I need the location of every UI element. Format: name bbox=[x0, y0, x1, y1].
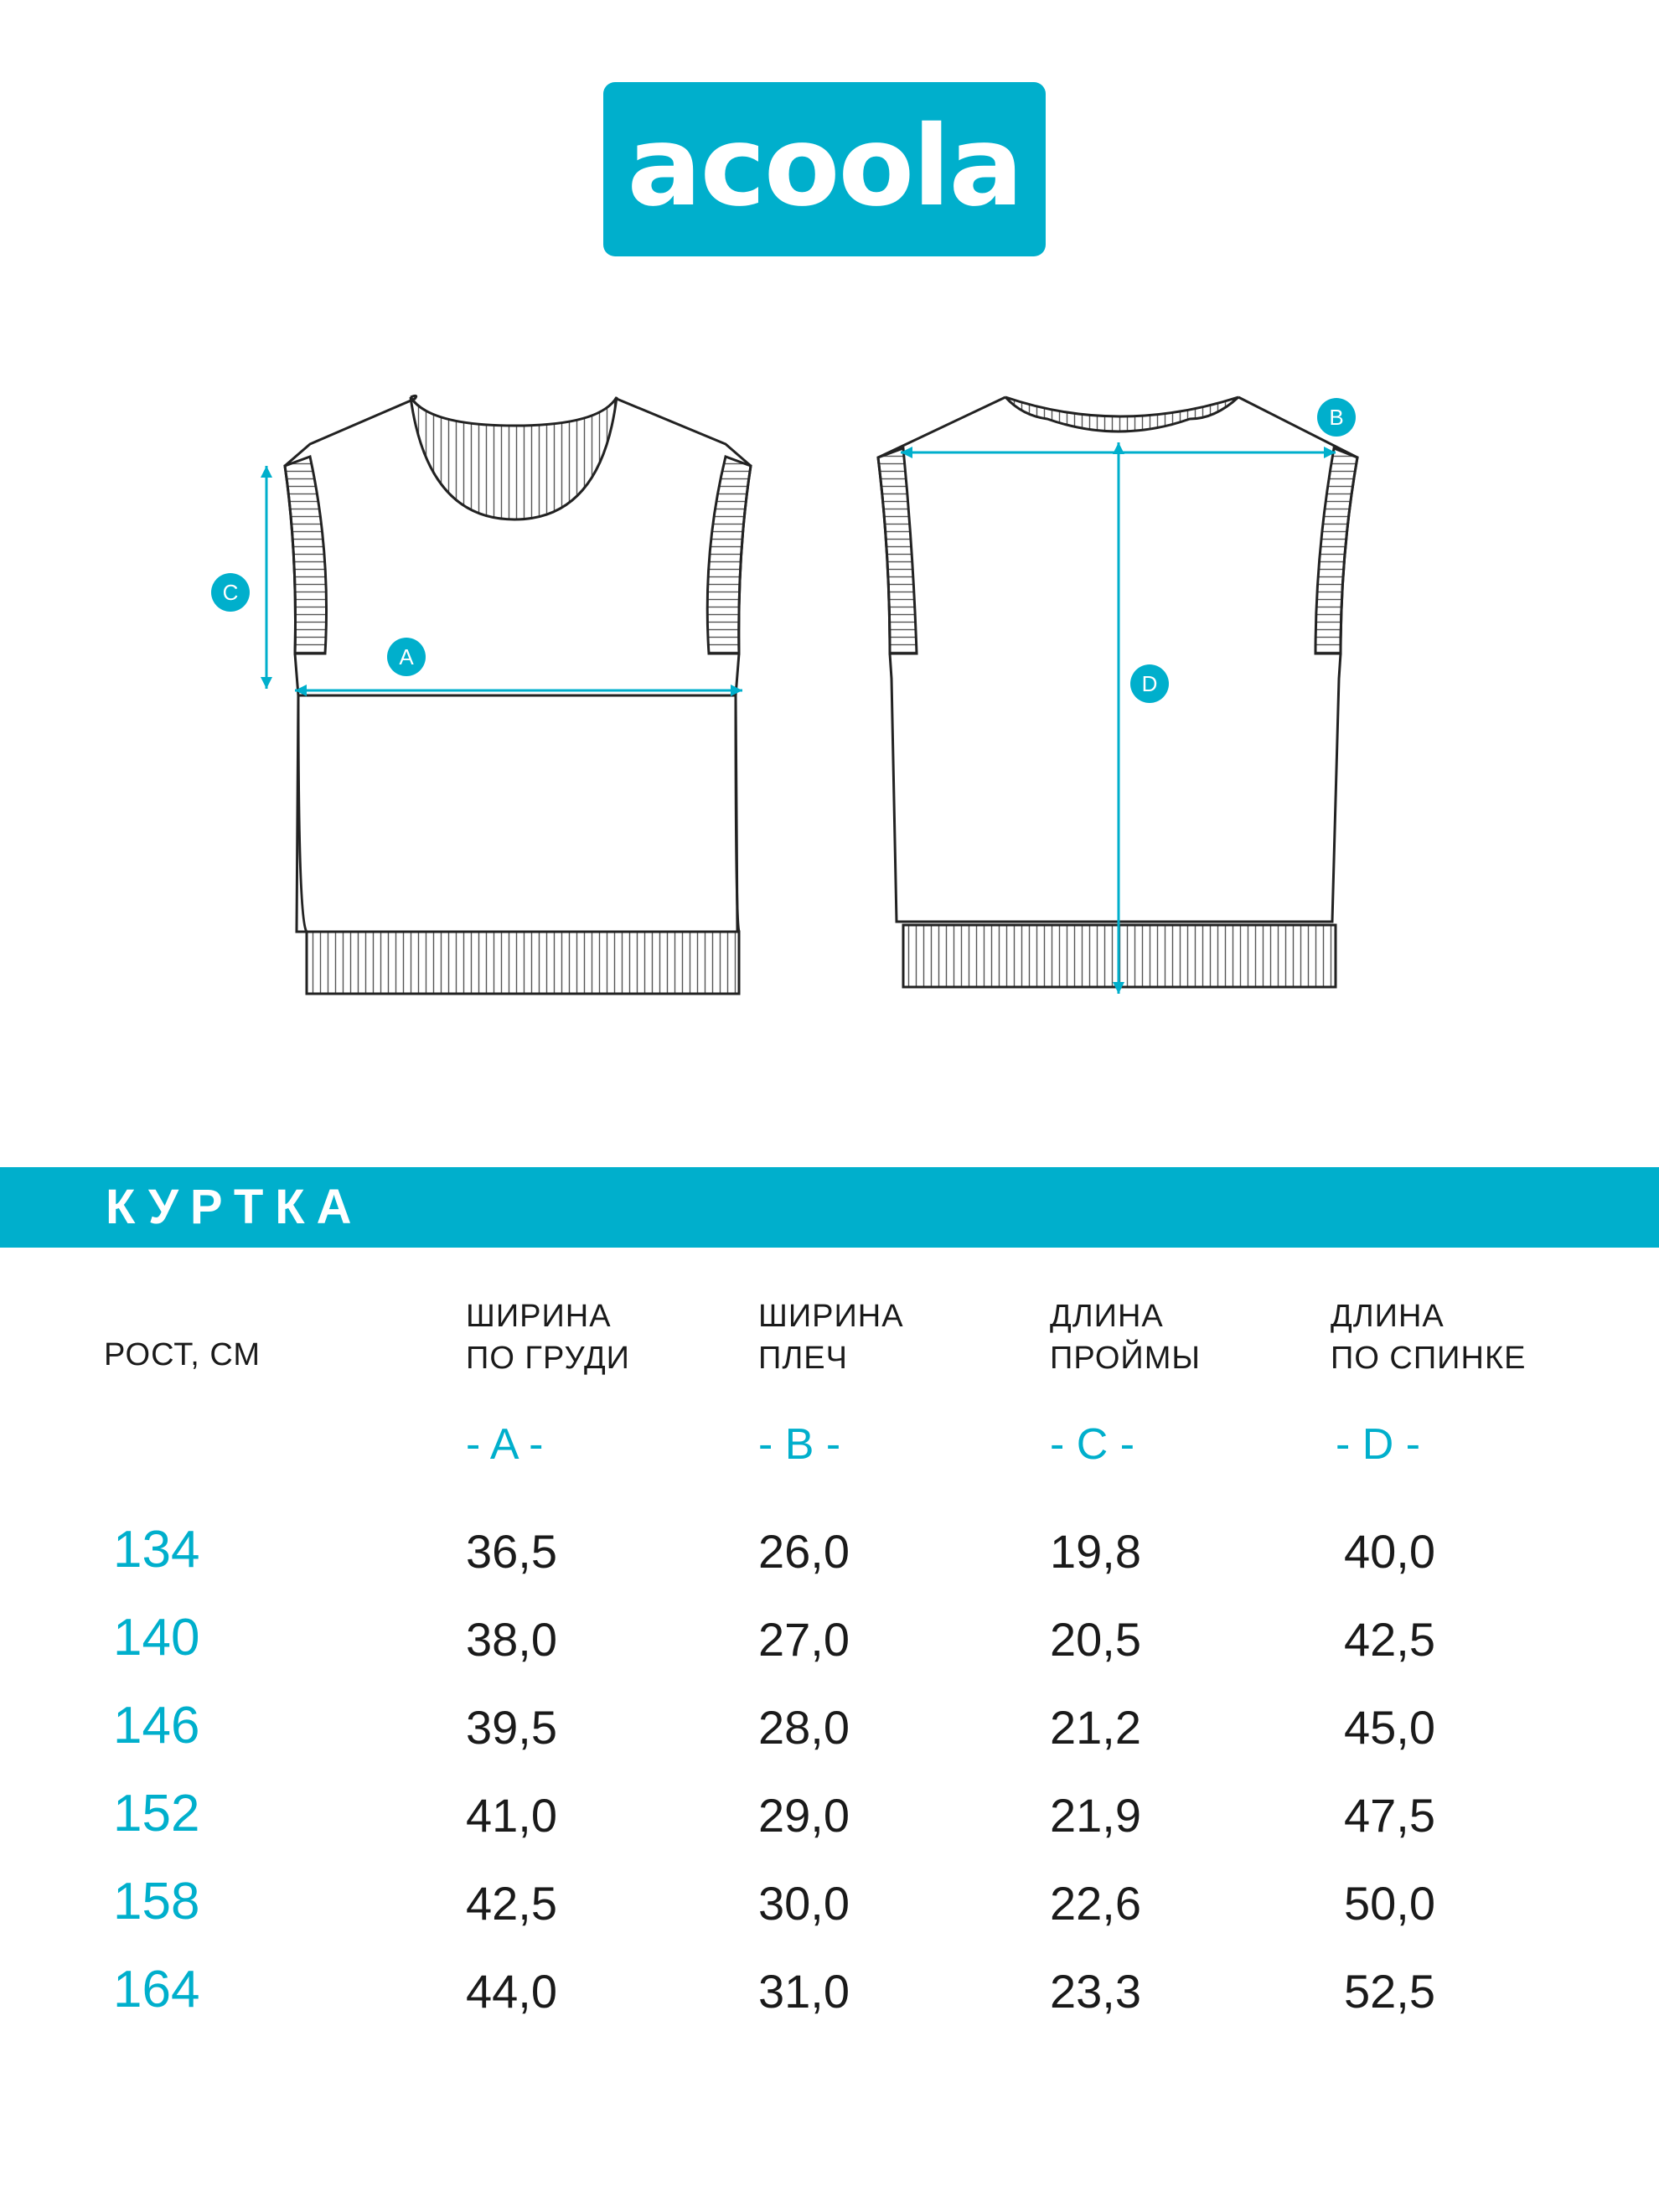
row-value-c: 21,9 bbox=[1050, 1789, 1141, 1842]
row-value-b: 26,0 bbox=[758, 1525, 850, 1578]
column-header-line2: ПРОЙМЫ bbox=[1050, 1341, 1201, 1376]
row-value-a: 39,5 bbox=[466, 1701, 557, 1754]
row-value-d: 47,5 bbox=[1344, 1789, 1435, 1842]
column-letter-c: - C - bbox=[1050, 1420, 1135, 1469]
row-value-a: 44,0 bbox=[466, 1965, 557, 2018]
row-value-b: 30,0 bbox=[758, 1877, 850, 1930]
row-height: 134 bbox=[113, 1521, 200, 1579]
row-value-c: 22,6 bbox=[1050, 1877, 1141, 1930]
column-letter-a: - A - bbox=[466, 1420, 544, 1469]
column-letter-b: - B - bbox=[758, 1420, 841, 1469]
row-value-c: 21,2 bbox=[1050, 1701, 1141, 1754]
row-value-a: 36,5 bbox=[466, 1525, 557, 1578]
column-header-line2: ПО ГРУДИ bbox=[466, 1341, 630, 1376]
front-view bbox=[285, 395, 751, 994]
column-header-line2: ПЛЕЧ bbox=[758, 1341, 848, 1376]
label-c: C bbox=[222, 580, 239, 605]
row-value-a: 41,0 bbox=[466, 1789, 557, 1842]
row-value-b: 27,0 bbox=[758, 1613, 850, 1666]
row-value-d: 45,0 bbox=[1344, 1701, 1435, 1754]
column-header-c bbox=[1050, 1295, 1201, 1379]
row-value-d: 42,5 bbox=[1344, 1613, 1435, 1666]
column-header-line1: ШИРИНА bbox=[758, 1299, 904, 1334]
front-hem-rib bbox=[307, 932, 739, 994]
row-height: 164 bbox=[113, 1961, 200, 2018]
row-height: 146 bbox=[113, 1697, 200, 1755]
row-value-d: 50,0 bbox=[1344, 1877, 1435, 1930]
column-header-line2: ПО СПИНКЕ bbox=[1331, 1341, 1527, 1376]
column-header-a bbox=[466, 1295, 630, 1379]
column-letter-d: - D - bbox=[1336, 1420, 1421, 1469]
row-value-d: 40,0 bbox=[1344, 1525, 1435, 1578]
row-value-b: 31,0 bbox=[758, 1965, 850, 2018]
row-value-b: 28,0 bbox=[758, 1701, 850, 1754]
column-header-b bbox=[758, 1295, 904, 1379]
row-value-b: 29,0 bbox=[758, 1789, 850, 1842]
row-value-a: 42,5 bbox=[466, 1877, 557, 1930]
label-b: B bbox=[1329, 405, 1344, 430]
brand-logo-text: acoola bbox=[627, 102, 1022, 231]
row-value-c: 20,5 bbox=[1050, 1613, 1141, 1666]
row-height: 140 bbox=[113, 1609, 200, 1667]
column-header-d bbox=[1331, 1295, 1526, 1379]
brand-logo bbox=[603, 82, 1046, 256]
row-value-c: 23,3 bbox=[1050, 1965, 1141, 2018]
section-title: КУРТКА bbox=[106, 1180, 364, 1234]
column-header-line1: ДЛИНА bbox=[1050, 1299, 1164, 1334]
label-a: A bbox=[399, 644, 414, 669]
row-value-a: 38,0 bbox=[466, 1613, 557, 1666]
row-height: 152 bbox=[113, 1785, 200, 1842]
height-header bbox=[104, 1334, 261, 1376]
column-header-line1: ДЛИНА bbox=[1331, 1299, 1445, 1334]
row-value-d: 52,5 bbox=[1344, 1965, 1435, 2018]
garment-diagram bbox=[0, 360, 1659, 1031]
row-height: 158 bbox=[113, 1873, 200, 1930]
height-header-label: РОСТ, СМ bbox=[104, 1337, 261, 1372]
section-band bbox=[0, 1167, 1659, 1248]
label-d: D bbox=[1141, 671, 1158, 696]
column-header-line1: ШИРИНА bbox=[466, 1299, 612, 1334]
row-value-c: 19,8 bbox=[1050, 1525, 1141, 1578]
